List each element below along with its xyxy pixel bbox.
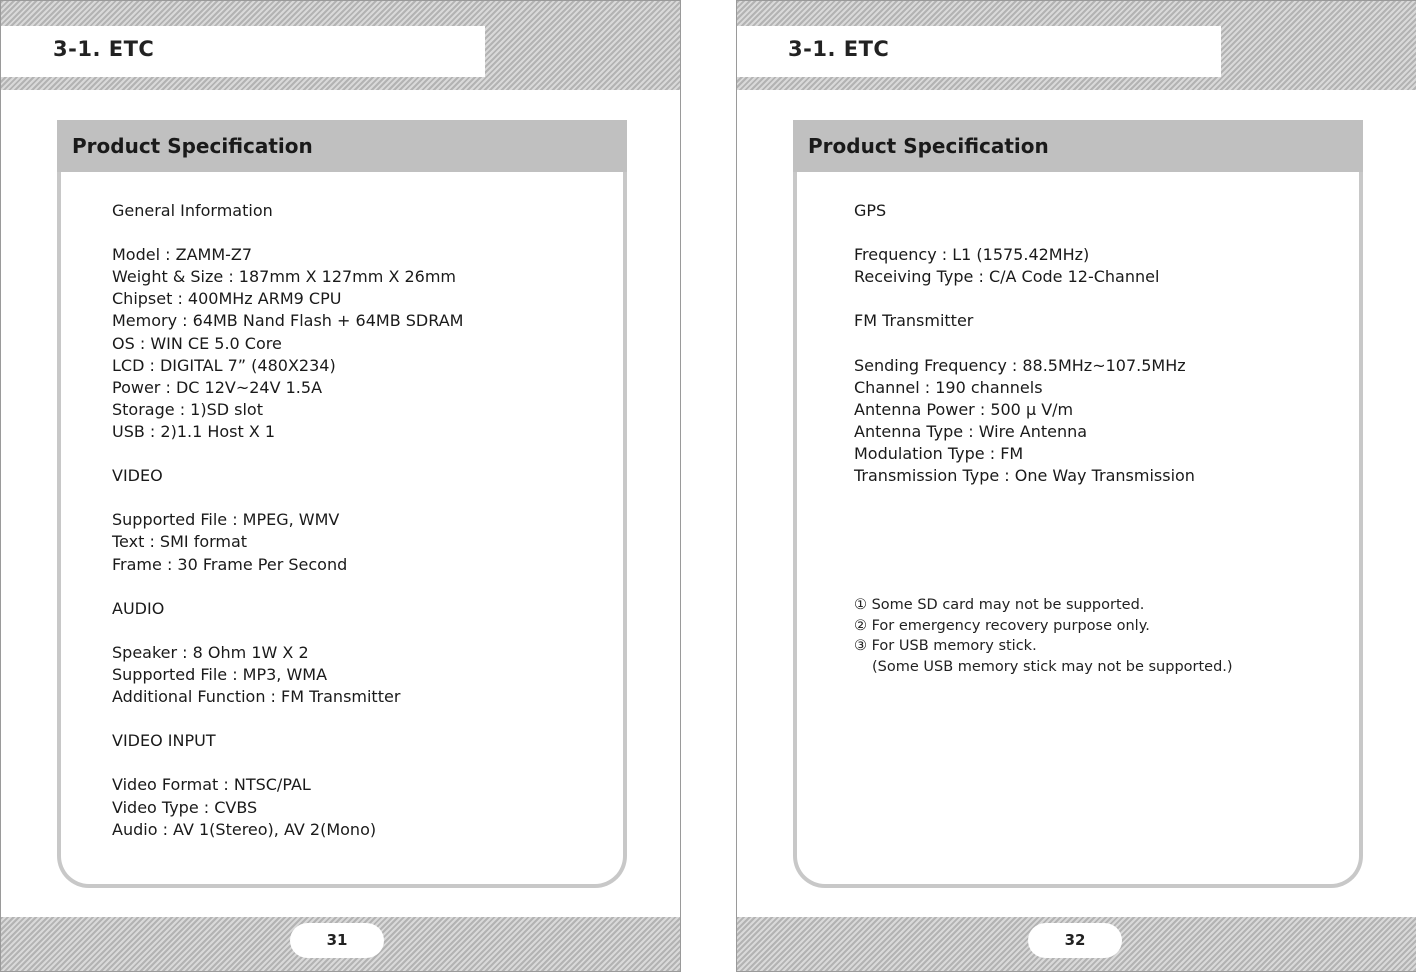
- spacer: [112, 222, 463, 244]
- spec-line: Chipset : 400MHz ARM9 CPU: [112, 289, 342, 309]
- spec-heading: FM Transmitter: [854, 311, 974, 331]
- card-title: Product Specification: [72, 134, 313, 158]
- spacer: [854, 333, 1195, 355]
- spec-line: Memory : 64MB Nand Flash + 64MB SDRAM: [112, 311, 464, 331]
- spec-line: Speaker : 8 Ohm 1W X 2: [112, 642, 309, 662]
- page-31: [0, 0, 681, 972]
- spacer: [112, 752, 463, 774]
- spec-list: [854, 200, 1195, 487]
- spec-line: Video Format : NTSC/PAL: [112, 775, 311, 795]
- section-title: 3-1. ETC: [788, 37, 890, 61]
- spec-line: Additional Function : FM Transmitter: [112, 687, 401, 707]
- spec-line: Text : SMI format: [112, 532, 248, 552]
- spec-heading: VIDEO INPUT: [112, 731, 216, 751]
- spec-line: Audio : AV 1(Stereo), AV 2(Mono): [112, 819, 377, 839]
- spacer: [112, 443, 463, 465]
- spec-card-header: [793, 120, 1363, 172]
- spec-line: LCD : DIGITAL 7” (480X234): [112, 355, 336, 375]
- spec-line: Supported File : MPEG, WMV: [112, 510, 340, 530]
- spec-line: Sending Frequency : 88.5MHz~107.5MHz: [854, 355, 1186, 375]
- spacer: [854, 288, 1195, 310]
- spacer: [854, 222, 1195, 244]
- card-title: Product Specification: [808, 134, 1049, 158]
- spec-list: [112, 200, 463, 841]
- page-number: 31: [290, 923, 384, 958]
- spacer: [112, 708, 463, 730]
- spec-line: Video Type : CVBS: [112, 797, 258, 817]
- spec-line: Frame : 30 Frame Per Second: [112, 554, 348, 574]
- spec-line: Receiving Type : C/A Code 12-Channel: [854, 267, 1160, 287]
- spec-line: Antenna Power : 500 μ V/m: [854, 399, 1074, 419]
- page-32: [736, 0, 1416, 972]
- spec-line: Frequency : L1 (1575.42MHz): [854, 245, 1090, 265]
- spec-line: Storage : 1)SD slot: [112, 399, 263, 419]
- footnote: ③ For USB memory stick.: [854, 638, 1037, 654]
- spec-line: Channel : 190 channels: [854, 377, 1043, 397]
- spec-line: USB : 2)1.1 Host X 1: [112, 421, 276, 441]
- spacer: [112, 620, 463, 642]
- spec-line: Modulation Type : FM: [854, 444, 1024, 464]
- footnotes: [854, 595, 1233, 677]
- page-number: 32: [1028, 923, 1122, 958]
- spec-line: Transmission Type : One Way Transmission: [854, 466, 1195, 486]
- spacer: [112, 576, 463, 598]
- footnote: ① Some SD card may not be supported.: [854, 597, 1145, 613]
- footnote: (Some USB memory stick may not be supported.): [872, 658, 1233, 675]
- spec-card-header: [57, 120, 627, 172]
- section-title: 3-1. ETC: [53, 37, 155, 61]
- spec-line: OS : WIN CE 5.0 Core: [112, 333, 282, 353]
- spec-line: Weight & Size : 187mm X 127mm X 26mm: [112, 267, 457, 287]
- spec-line: Supported File : MP3, WMA: [112, 664, 328, 684]
- spec-heading: VIDEO: [112, 466, 163, 486]
- spacer: [112, 487, 463, 509]
- spec-line: Model : ZAMM-Z7: [112, 245, 253, 265]
- spec-heading: GPS: [854, 201, 887, 220]
- spec-line: Power : DC 12V~24V 1.5A: [112, 377, 323, 397]
- footnote: ② For emergency recovery purpose only.: [854, 617, 1150, 634]
- spec-heading: General Information: [112, 201, 273, 220]
- spec-heading: AUDIO: [112, 598, 165, 618]
- spec-line: Antenna Type : Wire Antenna: [854, 421, 1088, 441]
